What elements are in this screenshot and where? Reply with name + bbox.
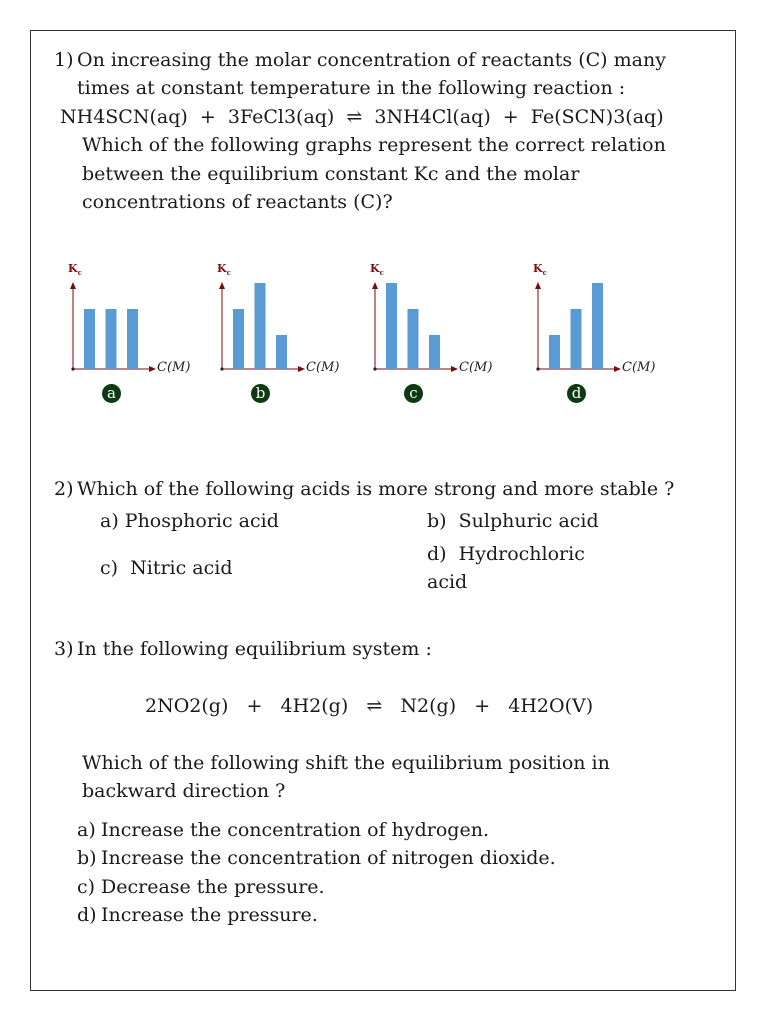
bar — [429, 335, 440, 369]
bar — [106, 309, 117, 369]
y-axis-arrowhead — [372, 282, 378, 289]
q2-option-b: b) Sulphuric acid — [427, 510, 599, 532]
origin-dot — [373, 367, 376, 370]
y-axis-label: $K_c$ — [533, 262, 547, 278]
x-axis-label: C(M) — [306, 360, 340, 375]
bar — [386, 283, 397, 369]
y-axis-label: $K_c$ — [68, 262, 82, 278]
graph-c — [370, 262, 510, 407]
bar — [255, 283, 266, 369]
option-badge: d — [567, 384, 586, 403]
option-badge: a — [102, 384, 121, 403]
q3-line1: Which of the following shift the equilibrium position in — [82, 752, 610, 774]
q2-option-a: a) Phosphoric acid — [100, 510, 279, 532]
q1-line6: concentrations of reactants (C)? — [82, 191, 393, 213]
y-axis-label: $K_c$ — [370, 262, 384, 278]
y-axis-arrowhead — [535, 282, 541, 289]
origin-dot — [536, 367, 539, 370]
x-axis-arrowhead — [451, 366, 458, 372]
q3-equation: 2NO2(g) + 4H2(g) ⇌ N2(g) + 4H2O(V) — [145, 695, 594, 717]
graph-d — [533, 262, 673, 407]
bar — [276, 335, 287, 369]
bar — [571, 309, 582, 369]
q3-intro: In the following equilibrium system : — [77, 638, 432, 660]
origin-dot — [71, 367, 74, 370]
bar-chart — [370, 262, 510, 407]
graph-a — [68, 262, 208, 407]
q2-option-d-line2: acid — [427, 571, 468, 593]
bar-chart — [533, 262, 673, 407]
q3-option-b-label: b) — [77, 847, 97, 869]
bar — [408, 309, 419, 369]
q3-line2: backward direction ? — [82, 780, 286, 802]
q3-option-c-label: c) — [77, 876, 96, 898]
y-axis-arrowhead — [70, 282, 76, 289]
y-axis-label: $K_c$ — [217, 262, 231, 278]
q3-option-a-label: a) — [77, 819, 96, 841]
graph-b — [217, 262, 357, 407]
bar — [549, 335, 560, 369]
bar — [592, 283, 603, 369]
q1-line1: On increasing the molar concentration of reactants (C) many — [77, 49, 666, 71]
q3-option-d-label: d) — [77, 904, 97, 926]
q3-number: 3) — [54, 638, 74, 660]
y-axis-arrowhead — [219, 282, 225, 289]
q3-option-a-text: Increase the concentration of hydrogen. — [101, 819, 489, 841]
q1-line2: times at constant temperature in the following reaction : — [77, 77, 626, 99]
bar-chart — [217, 262, 357, 407]
x-axis-arrowhead — [149, 366, 156, 372]
bar — [84, 309, 95, 369]
bar — [233, 309, 244, 369]
q3-option-d-text: Increase the pressure. — [101, 904, 318, 926]
q2-question: Which of the following acids is more strong and more stable ? — [77, 478, 675, 500]
option-badge: c — [404, 384, 423, 403]
q2-option-c: c) Nitric acid — [100, 557, 233, 579]
x-axis-label: C(M) — [459, 360, 493, 375]
option-badge: b — [251, 384, 270, 403]
bar — [127, 309, 138, 369]
q1-number: 1) — [54, 49, 74, 71]
x-axis-arrowhead — [298, 366, 305, 372]
x-axis-arrowhead — [614, 366, 621, 372]
x-axis-label: C(M) — [157, 360, 191, 375]
q3-option-c-text: Decrease the pressure. — [101, 876, 325, 898]
q2-option-d-line1: d) Hydrochloric — [427, 543, 585, 565]
x-axis-label: C(M) — [622, 360, 656, 375]
q1-equation: NH4SCN(aq) + 3FeCl3(aq) ⇌ 3NH4Cl(aq) + Fe(SCN)3(aq) — [60, 106, 664, 128]
q1-line4: Which of the following graphs represent the correct relation — [82, 134, 666, 156]
q1-line5: between the equilibrium constant Kc and the molar — [82, 163, 580, 185]
bar-chart — [68, 262, 208, 407]
origin-dot — [220, 367, 223, 370]
q3-option-b-text: Increase the concentration of nitrogen dioxide. — [101, 847, 556, 869]
q2-number: 2) — [54, 478, 74, 500]
